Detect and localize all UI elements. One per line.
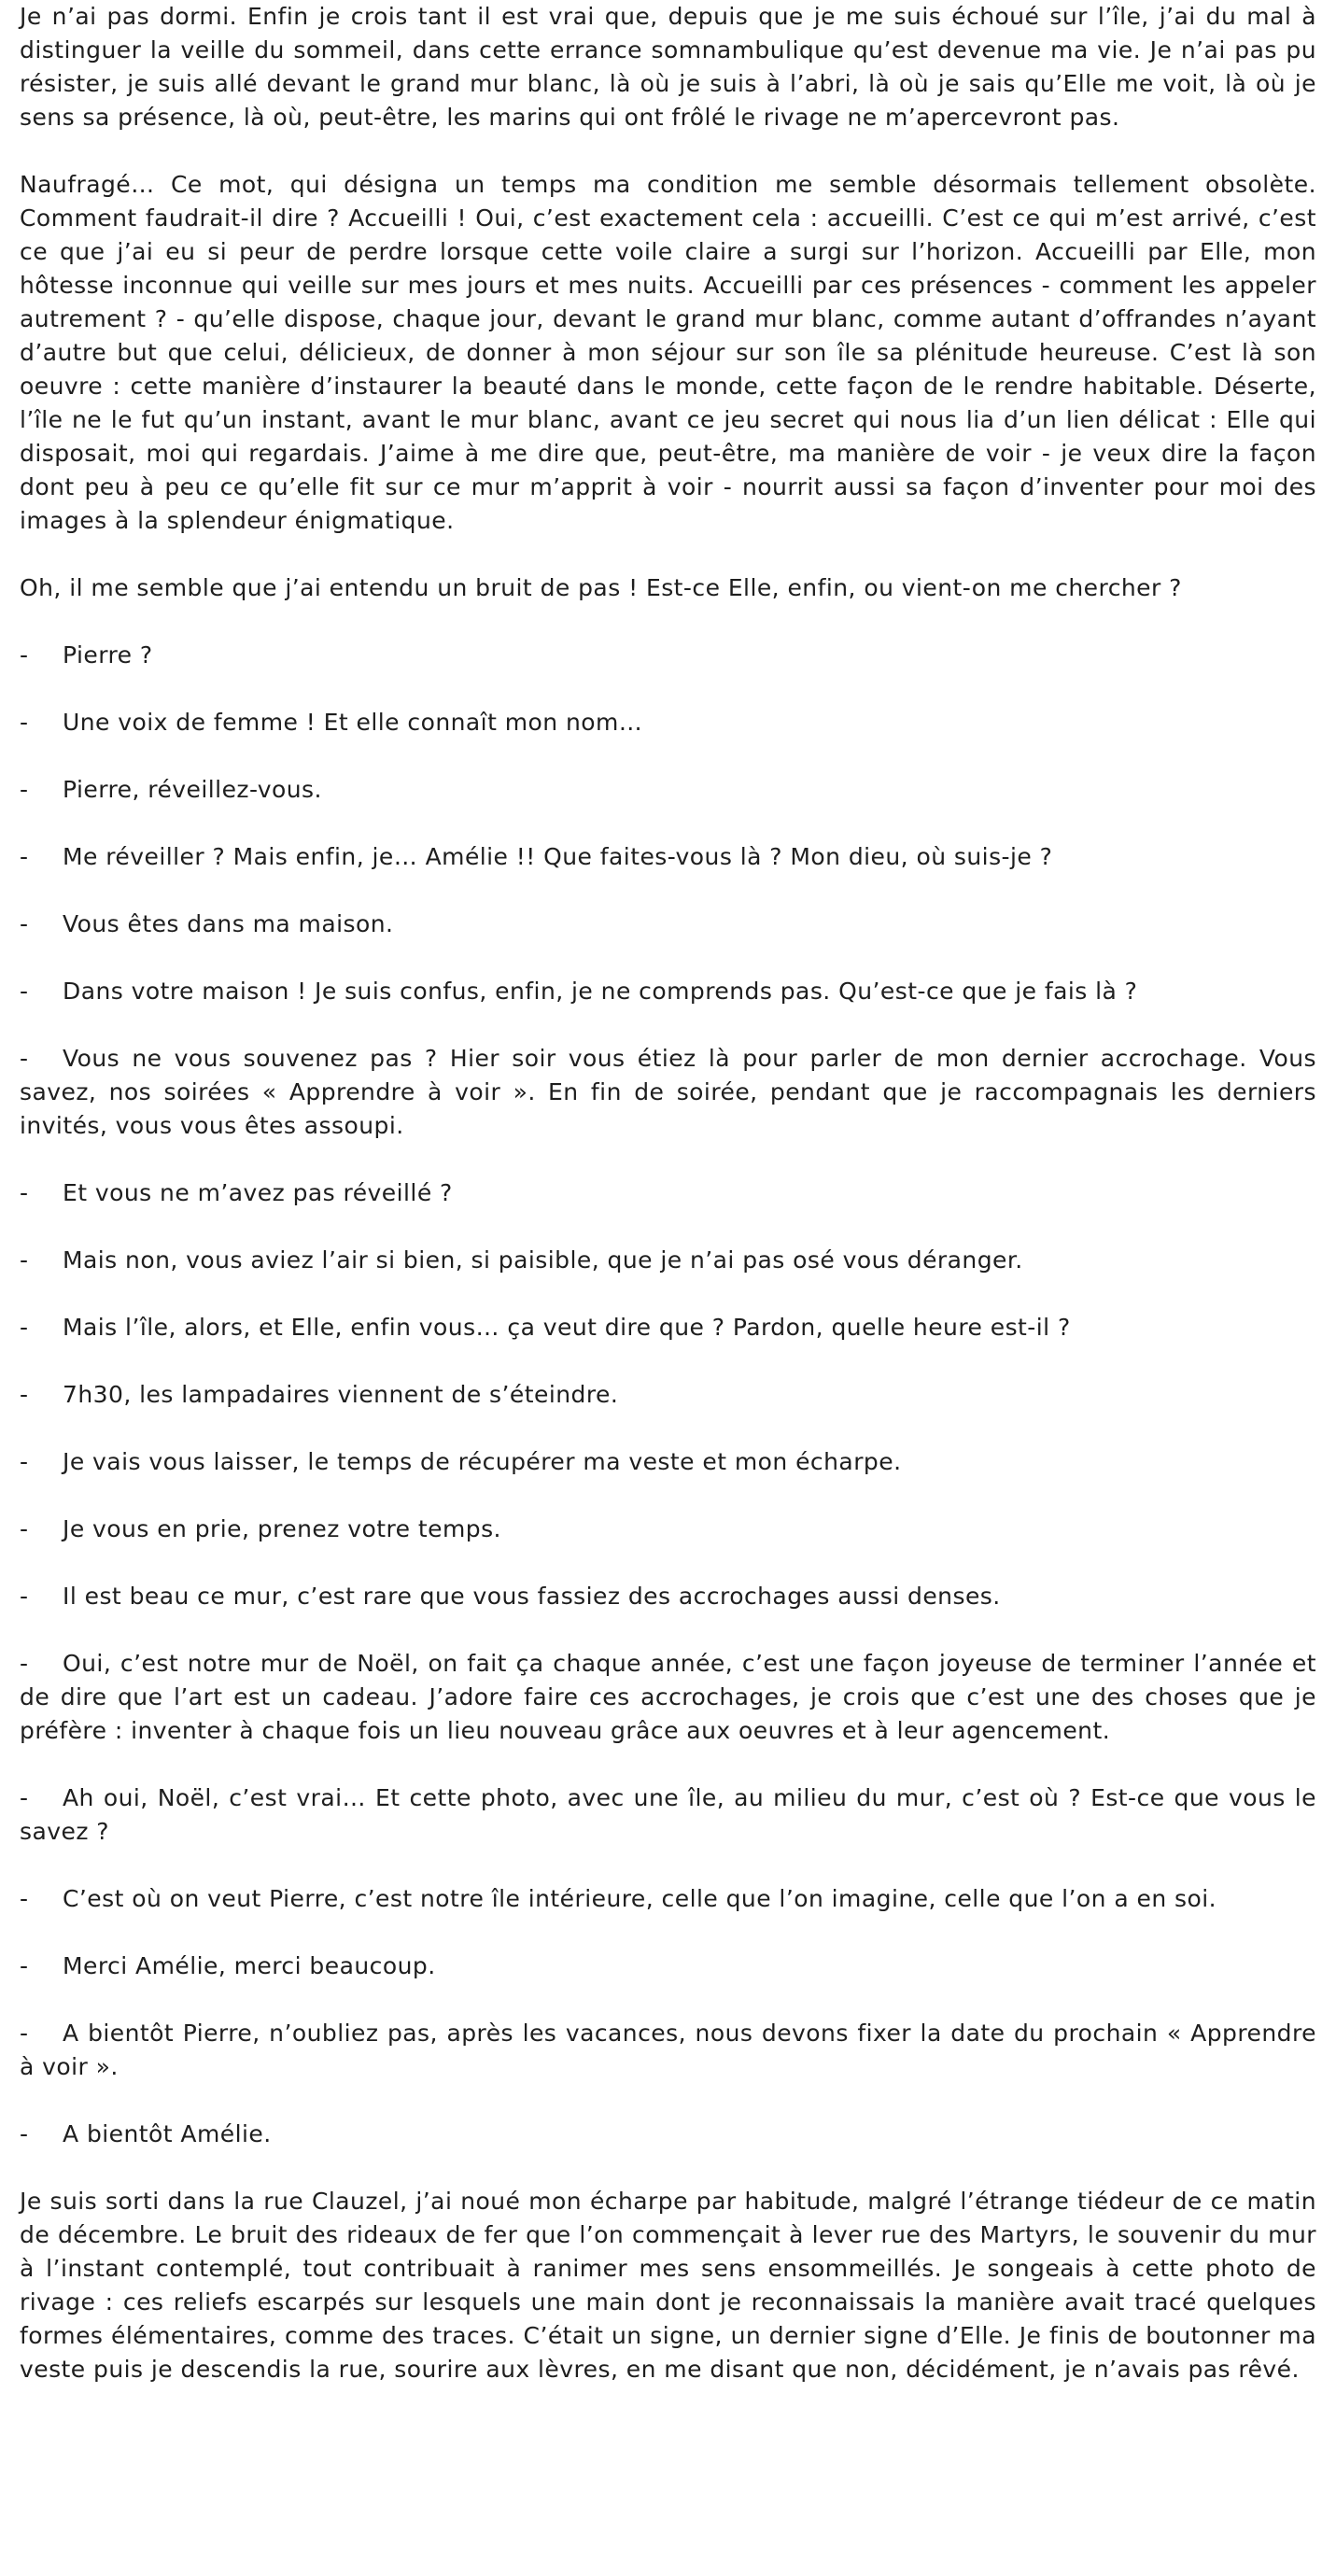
intro-paragraph: Oh, il me semble que j’ai entendu un bruit de pas ! Est-ce Elle, enfin, ou vient-on me chercher ? (20, 574, 1182, 601)
dialogue-line (20, 2118, 1316, 2151)
dialogue-text: Pierre, réveillez-vous. (63, 776, 322, 803)
dialogue-dash: - (20, 1952, 29, 1979)
dialogue-text: Une voix de femme ! Et elle connaît mon nom… (63, 709, 643, 736)
dialogue-dash: - (20, 1885, 29, 1912)
dialogue-line (20, 706, 1316, 739)
dialogue-text: C’est où on veut Pierre, c’est notre île intérieure, celle que l’on imagine, celle que l’on a en soi. (63, 1885, 1217, 1912)
dialogue-dash: - (20, 978, 29, 1005)
dialogue-line (20, 2017, 1316, 2084)
dialogue-text: Oui, c’est notre mur de Noël, on fait ça chaque année, c’est une façon joyeuse de terminer l’année et de dire que l’art est un cadeau. J’adore faire ces accrochages, je crois que c’est une des choses que je préfère : inventer à chaque fois un lieu nouveau grâce aux oeuvres et à leur agencement. (20, 1650, 1316, 1744)
intro-paragraph: Naufragé… Ce mot, qui désigna un temps ma condition me semble désormais tellement obsolète. Comment faudrait-il dire ? Accueilli ! Oui, c’est exactement cela : accueilli. C’est ce qui m’est arrivé, c’est ce que j’ai eu si peur de perdre lorsque cette voile claire a surgi sur l’horizon. Accueilli par Elle, mon hôtesse inconnue qui veille sur mes jours et mes nuits. Accueilli par ces présences - comment les appeler autrement ? - qu’elle dispose, chaque jour, devant le grand mur blanc, comme autant d’offrandes n’ayant d’autre but que celui, délicieux, de donner à mon séjour sur son île sa plénitude heureuse. C’est là son oeuvre : cette manière d’instaurer la beauté dans le monde, cette façon de le rendre habitable. Déserte, l’île ne le fut qu’un instant, avant le mur blanc, avant ce jeu secret qui nous lia d’un lien délicat : Elle qui disposait, moi qui regardais. J’aime à me dire que, peut-être, ma manière de voir - je veux dire la façon dont peu à peu ce qu’elle fit sur ce mur m’apprit à voir - nourrit aussi sa façon d’inventer pour moi des images à la splendeur énigmatique. (20, 171, 1316, 534)
dialogue-line (20, 1176, 1316, 1210)
dialogue-dash: - (20, 709, 29, 736)
dialogue-line (20, 975, 1316, 1008)
dialogue-dash: - (20, 910, 29, 937)
dialogue-dash: - (20, 1179, 29, 1206)
dialogue-text: Mais non, vous aviez l’air si bien, si paisible, que je n’ai pas osé vous déranger. (63, 1246, 1023, 1274)
dialogue-line (20, 1311, 1316, 1344)
dialogue-dash: - (20, 1448, 29, 1475)
dialogue-line (20, 1580, 1316, 1613)
dialogue-block (20, 639, 1316, 2151)
dialogue-dash: - (20, 776, 29, 803)
dialogue-text: Je vais vous laisser, le temps de récupérer ma veste et mon écharpe. (63, 1448, 902, 1475)
dialogue-text: Il est beau ce mur, c’est rare que vous fassiez des accrochages aussi denses. (63, 1583, 1001, 1610)
dialogue-line (20, 908, 1316, 941)
dialogue-dash: - (20, 1583, 29, 1610)
dialogue-line (20, 1781, 1316, 1849)
dialogue-line (20, 1244, 1316, 1277)
dialogue-text: A bientôt Amélie. (63, 2120, 272, 2147)
dialogue-dash: - (20, 1314, 29, 1341)
dialogue-text: Je vous en prie, prenez votre temps. (63, 1515, 501, 1542)
dialogue-dash: - (20, 1650, 29, 1677)
dialogue-text: Mais l’île, alors, et Elle, enfin vous… ça veut dire que ? Pardon, quelle heure est-il ? (63, 1314, 1071, 1341)
dialogue-line (20, 1378, 1316, 1412)
dialogue-line (20, 1042, 1316, 1143)
dialogue-text: A bientôt Pierre, n’oubliez pas, après les vacances, nous devons fixer la date du prochain « Apprendre à voir ». (20, 2020, 1316, 2080)
dialogue-dash: - (20, 1381, 29, 1408)
dialogue-line (20, 639, 1316, 672)
dialogue-text: Me réveiller ? Mais enfin, je… Amélie !! Que faites-vous là ? Mon dieu, où suis-je ? (63, 843, 1053, 870)
dialogue-dash: - (20, 843, 29, 870)
dialogue-dash: - (20, 1246, 29, 1274)
dialogue-dash: - (20, 2120, 29, 2147)
dialogue-text: Pierre ? (63, 641, 153, 669)
closing-paragraph: Je suis sorti dans la rue Clauzel, j’ai noué mon écharpe par habitude, malgré l’étrange tiédeur de ce matin de décembre. Le bruit des rideaux de fer que l’on commençait à lever rue des Martyrs, le souvenir du mur à l’instant contemplé, tout contribuait à ranimer mes sens ensommeillés. Je songeais à cette photo de rivage : ces reliefs escarpés sur lesquels une main dont je reconnaissais la manière avait tracé quelques formes élémentaires, comme des traces. C’était un signe, un dernier signe d’Elle. Je finis de boutonner ma veste puis je descendis la rue, sourire aux lèvres, en me disant que non, décidément, je n’avais pas rêvé. (20, 2188, 1316, 2383)
dialogue-text: Ah oui, Noël, c’est vrai… Et cette photo, avec une île, au milieu du mur, c’est où ? Est-ce que vous le savez ? (20, 1784, 1316, 1845)
intro-paragraph: Je n’ai pas dormi. Enfin je crois tant il est vrai que, depuis que je me suis échoué sur l’île, j’ai du mal à distinguer la veille du sommeil, dans cette errance somnambulique qu’est devenue ma vie. Je n’ai pas pu résister, je suis allé devant le grand mur blanc, là où je suis à l’abri, là où je sais qu’Elle me voit, là où je sens sa présence, là où, peut-être, les marins qui ont frôlé le rivage ne m’apercevront pas. (20, 3, 1316, 131)
dialogue-text: Et vous ne m’avez pas réveillé ? (63, 1179, 453, 1206)
dialogue-dash: - (20, 1045, 29, 1072)
dialogue-dash: - (20, 2020, 29, 2047)
dialogue-line (20, 1445, 1316, 1479)
dialogue-line (20, 1882, 1316, 1916)
dialogue-line (20, 773, 1316, 807)
dialogue-line (20, 840, 1316, 874)
dialogue-dash: - (20, 641, 29, 669)
dialogue-dash: - (20, 1515, 29, 1542)
dialogue-dash: - (20, 1784, 29, 1811)
dialogue-line (20, 1647, 1316, 1748)
dialogue-text: Vous ne vous souvenez pas ? Hier soir vous étiez là pour parler de mon dernier accrochage. Vous savez, nos soirées « Apprendre à voir ». En fin de soirée, pendant que je raccompagnais les derniers invités, vous vous êtes assoupi. (20, 1045, 1316, 1139)
dialogue-text: 7h30, les lampadaires viennent de s’éteindre. (63, 1381, 619, 1408)
dialogue-text: Merci Amélie, merci beaucoup. (63, 1952, 436, 1979)
dialogue-line (20, 1950, 1316, 1983)
dialogue-text: Dans votre maison ! Je suis confus, enfin, je ne comprends pas. Qu’est-ce que je fais là ? (63, 978, 1138, 1005)
document-body (20, 0, 1316, 2420)
dialogue-text: Vous êtes dans ma maison. (63, 910, 394, 937)
dialogue-line (20, 1513, 1316, 1546)
